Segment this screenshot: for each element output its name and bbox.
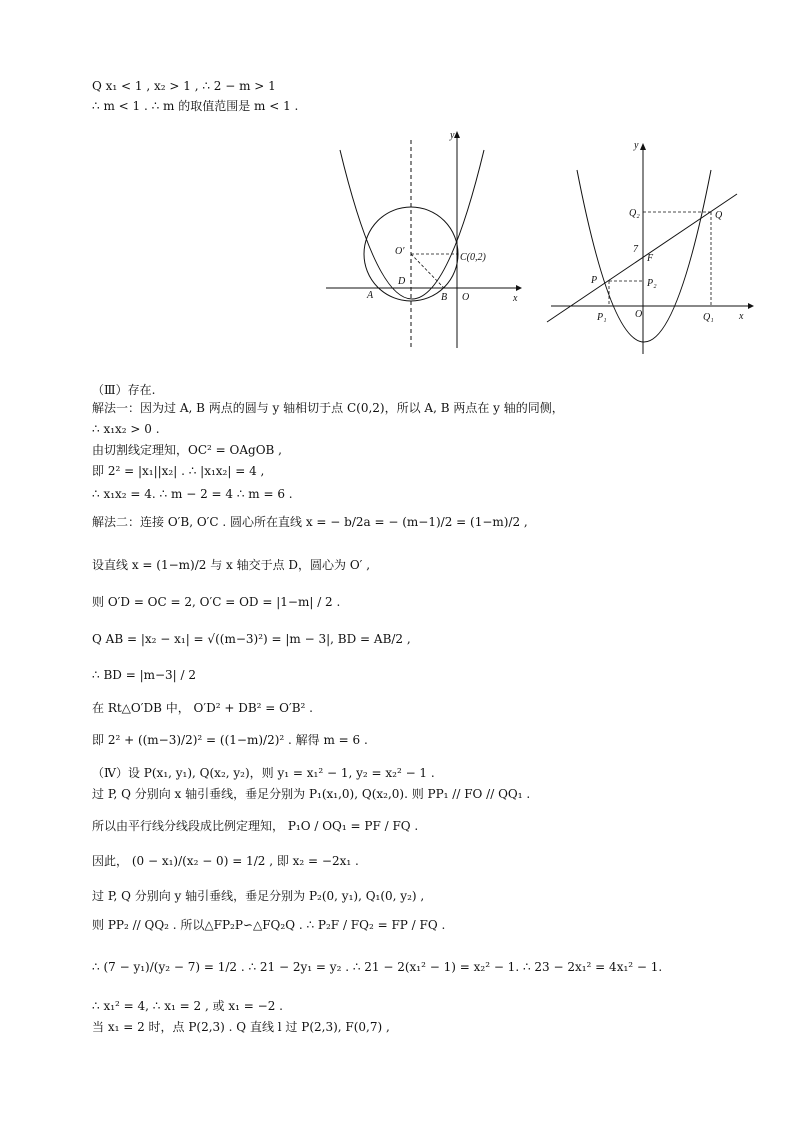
text-line: 即 2² + ((m−3)/2)² = ((1−m)/2)² . 解得 m = 6 .: [92, 733, 368, 747]
y-axis-label: y: [634, 140, 639, 151]
label-p1: P₁: [597, 312, 607, 323]
text-line: ∴ x₁x₂ > 0 .: [92, 422, 160, 436]
label-d: D: [398, 276, 406, 287]
text-line: 因此， (0 − x₁)/(x₂ − 0) = 1/2 , 即 x₂ = −2x₁ .: [92, 854, 359, 868]
text-line: 即 2² = |x₁||x₂| . ∴ |x₁x₂| = 4 ,: [92, 464, 265, 478]
figure-circle-parabola: [320, 126, 526, 354]
label-p: P: [591, 275, 598, 286]
label-a: A: [367, 290, 374, 301]
label-o-prime: O′: [395, 246, 405, 257]
text-line: ∴ BD = |m−3| / 2: [92, 668, 197, 682]
label-q1: Q₁: [703, 312, 714, 323]
text-line: 由切割线定理知，OC² = OAgOB ,: [92, 443, 282, 457]
text-line: （Ⅲ）存在.: [92, 383, 156, 397]
text-line: （Ⅳ）设 P(x₁, y₁), Q(x₂, y₂)，则 y₁ = x₁² − 1, y₂ = x₂² − 1 .: [92, 766, 435, 780]
text-line: 过 P, Q 分别向 y 轴引垂线，垂足分别为 P₂(0, y₁), Q₁(0, y₂) ,: [92, 889, 425, 903]
label-b: B: [441, 292, 448, 303]
label-seven: 7: [633, 244, 638, 255]
label-q2: Q₂: [629, 208, 640, 219]
text-line: 在 Rt△O′DB 中， O′D² + DB² = O′B² .: [92, 701, 313, 715]
label-o: O: [635, 309, 643, 320]
text-line: ∴ (7 − y₁)/(y₂ − 7) = 1/2 . ∴ 21 − 2y₁ = y₂ . ∴ 21 − 2(x₁² − 1) = x₂² − 1. ∴ 23 − 2x₁² = 4x₁² − 1.: [92, 960, 663, 974]
text-line: ∴ x₁² = 4, ∴ x₁ = 2 , 或 x₁ = −2 .: [92, 999, 283, 1013]
x-axis-label: x: [739, 311, 744, 322]
text-line: 则 O′D = OC = 2, O′C = OD = |1−m| / 2 .: [92, 595, 341, 609]
text-line: 所以由平行线分线段成比例定理知， P₁O / OQ₁ = PF / FQ .: [92, 819, 419, 833]
text-line: 过 P, Q 分别向 x 轴引垂线，垂足分别为 P₁(x₁,0), Q(x₂,0). 则 PP₁ // FO // QQ₁ .: [92, 787, 531, 801]
text-line: 设直线 x = (1−m)/2 与 x 轴交于点 D，圆心为 O′ ,: [92, 558, 371, 572]
text-line: ∴ m < 1 . ∴ m 的取值范围是 m < 1 .: [92, 99, 299, 113]
label-c: C(0,2): [460, 252, 486, 263]
y-axis-label: y: [450, 130, 455, 141]
text-line: Q x₁ < 1 , x₂ > 1 , ∴ 2 − m > 1: [92, 79, 276, 93]
text-line: 解法一：因为过 A, B 两点的圆与 y 轴相切于点 C(0,2)，所以 A, B 两点在 y 轴的同侧，: [92, 401, 564, 415]
label-f: F: [647, 253, 654, 264]
label-q: Q: [715, 210, 723, 221]
text-line: 当 x₁ = 2 时，点 P(2,3) . Q 直线 l 过 P(2,3), F(0,7) ,: [92, 1020, 390, 1034]
text-line: Q AB = |x₂ − x₁| = √((m−3)²) = |m − 3|, BD = AB/2 ,: [92, 632, 411, 646]
text-line: 则 PP₂ // QQ₂ . 所以△FP₂P∽△FQ₂Q . ∴ P₂F / FQ₂ = FP / FQ .: [92, 918, 446, 932]
label-p2: P₂: [647, 278, 657, 289]
figure-parabola-line: [543, 136, 754, 356]
text-line: ∴ x₁x₂ = 4. ∴ m − 2 = 4 ∴ m = 6 .: [92, 487, 293, 501]
x-axis-label: x: [513, 293, 518, 304]
label-o: O: [462, 292, 470, 303]
text-line: 解法二：连接 O′B, O′C . 圆心所在直线 x = − b/2a = − (m−1)/2 = (1−m)/2 ,: [92, 515, 528, 529]
